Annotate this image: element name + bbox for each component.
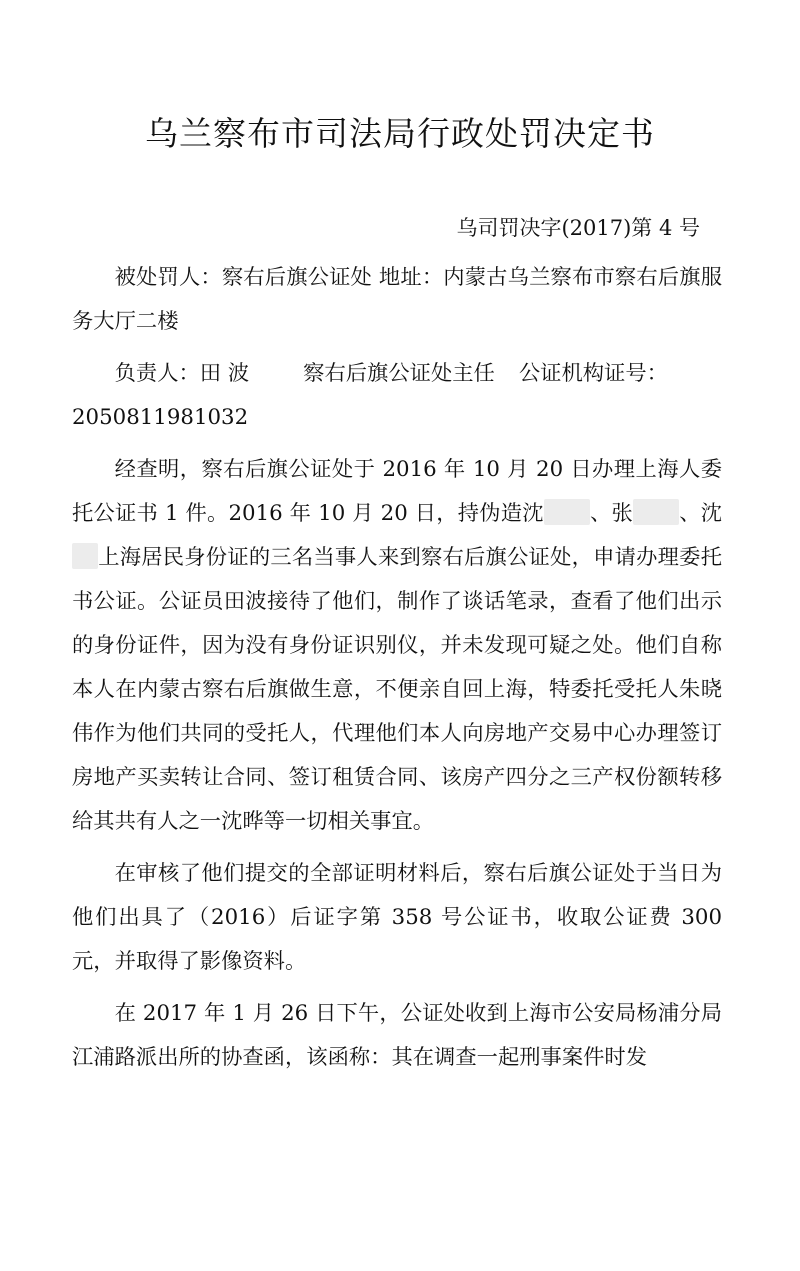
redaction-block (544, 499, 590, 525)
responsible-paragraph (72, 352, 722, 440)
document-number: 乌司罚决字(2017)第 4 号 (456, 216, 700, 240)
cert-number: 2050811981032 (72, 405, 249, 430)
responsible-person: 负责人：田 波 (114, 361, 250, 386)
findings-text-1: 经查明，察右后旗公证处于 2016 年 10 月 20 日办理上海人委托公证书 1 件。2016 年 10 月 20 日，持伪造沈 (72, 457, 722, 526)
notice-paragraph: 在 2017 年 1 月 26 日下午，公证处收到上海市公安局杨浦分局江浦路派出所的协查函，该函称：其在调查一起刑事案件时发 (72, 1001, 722, 1070)
findings-text-2: 、张 (589, 501, 633, 526)
redaction-block (72, 543, 98, 569)
party-paragraph: 被处罚人：察右后旗公证处 地址：内蒙古乌兰察布市察右后旗服务大厅二楼 (72, 265, 722, 334)
findings-text-3: 、沈 (678, 501, 722, 526)
findings-paragraph (72, 448, 722, 844)
document-title: 乌兰察布市司法局行政处罚决定书 (145, 114, 655, 153)
responsible-position: 察右后旗公证处主任 (303, 361, 495, 386)
document-body (72, 256, 722, 1088)
cert-label: 公证机构证号： (518, 361, 668, 386)
findings-text-4: 上海居民身份证的三名当事人来到察右后旗公证处，申请办理委托书公证。公证员田波接待了他们，制作了谈话笔录，查看了他们出示的身份证件，因为没有身份证识别仪，并未发现可疑之处。他们自称本人在内蒙古察右后旗做生意，不便亲自回上海，特委托受托人朱晓伟作为他们共同的受托人，代理他们本人向房地产交易中心办理签订房地产买卖转让合同、签订租赁合同、该房产四分之三产权份额转移给其共有人之一沈晔等一切相关事宜。 (72, 545, 722, 834)
review-paragraph: 在审核了他们提交的全部证明材料后，察右后旗公证处于当日为他们出具了（2016）后证字第 358 号公证书，收取公证费 300 元，并取得了影像资料。 (72, 861, 722, 974)
redaction-block (633, 499, 679, 525)
